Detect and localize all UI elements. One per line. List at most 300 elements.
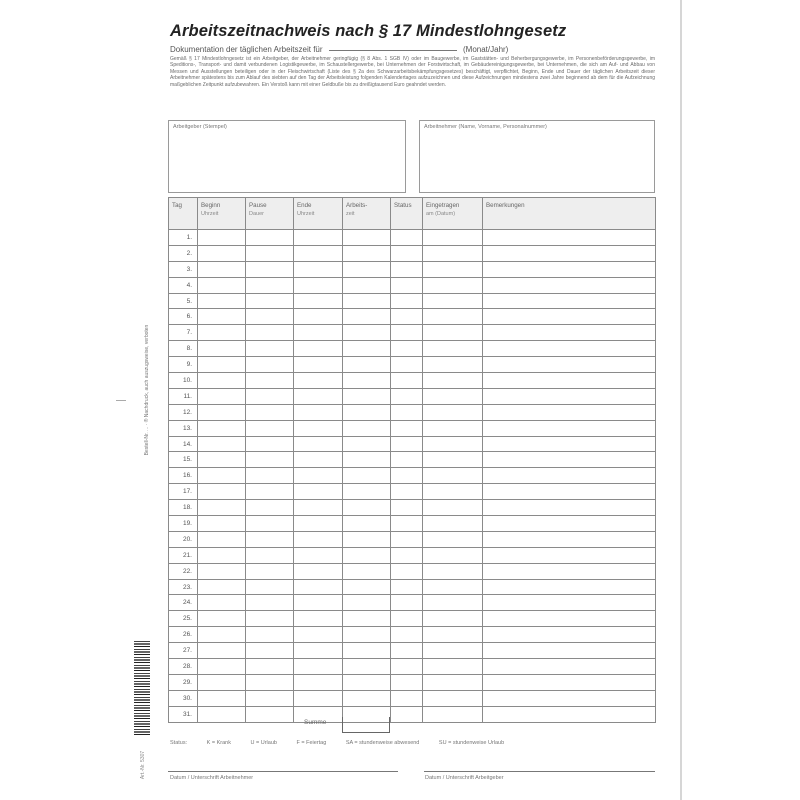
break-cell[interactable] (246, 706, 294, 722)
entered-cell[interactable] (423, 373, 483, 389)
column-header-day: Tag (169, 198, 198, 230)
worktime-cell[interactable] (343, 516, 391, 532)
entered-cell[interactable] (423, 627, 483, 643)
start-cell[interactable] (198, 531, 246, 547)
remarks-cell[interactable] (483, 468, 656, 484)
remarks-cell[interactable] (483, 674, 656, 690)
status-cell[interactable] (391, 373, 423, 389)
worktime-cell[interactable] (343, 595, 391, 611)
end-cell[interactable] (294, 261, 343, 277)
break-cell[interactable] (246, 531, 294, 547)
table-row (169, 531, 656, 547)
break-cell[interactable] (246, 484, 294, 500)
documentation-line (170, 45, 508, 54)
day-number: 2. (169, 245, 198, 261)
remarks-cell[interactable] (483, 563, 656, 579)
break-cell[interactable] (246, 627, 294, 643)
end-cell[interactable] (294, 595, 343, 611)
end-cell[interactable] (294, 674, 343, 690)
break-cell[interactable] (246, 404, 294, 420)
end-cell[interactable] (294, 611, 343, 627)
end-cell[interactable] (294, 420, 343, 436)
day-number: 27. (169, 643, 198, 659)
remarks-cell[interactable] (483, 690, 656, 706)
end-cell[interactable] (294, 436, 343, 452)
end-cell[interactable] (294, 579, 343, 595)
start-cell[interactable] (198, 277, 246, 293)
table-row (169, 341, 656, 357)
status-cell[interactable] (391, 579, 423, 595)
break-cell[interactable] (246, 325, 294, 341)
start-cell[interactable] (198, 230, 246, 246)
day-number: 30. (169, 690, 198, 706)
status-cell[interactable] (391, 611, 423, 627)
worktime-cell[interactable] (343, 611, 391, 627)
intro-paragraph: Gemäß § 17 Mindestlohngesetz ist ein Arbeitgeber, der Arbeitnehmer geringfügig (§ 8 Abs. 1 SGB IV) oder im Baugewerbe, im Gaststätten- und Beherbergungsgewerbe, im Personenbeförderungsgewerbe, im Speditions-, Transport- und damit verbundenen Logistikgewerbe, im Schaustellergewerbe, bei Unternehmen der Forstwirtschaft, im Gebäudereinigungsgewerbe, bei Unternehmen, die sich am Auf- und Abbau von Messen und Ausstellungen beteiligen oder in der Fleischwirtschaft (Liste des § 2a des Schwarzarbeitsbekämpfungsgesetzes) beschäftigt, verpflichtet, Beginn, Ende und Dauer der täglichen Arbeitszeit dieser Arbeitnehmer spätestens bis zum Ablauf des siebten auf den Tag der Arbeitsleistung folgenden Kalendertages aufzuzeichnen und diese Aufzeichnungen mindestens zwei Jahre beginnend ab dem für die Aufzeichnung maßgeblichen Zeitpunkt aufzubewahren. Ein Verstoß kann mit einer Geldbuße bis zu dreißigtausend Euro geahndet werden. (170, 56, 655, 88)
break-cell[interactable] (246, 690, 294, 706)
day-number: 16. (169, 468, 198, 484)
end-cell[interactable] (294, 516, 343, 532)
worktime-cell[interactable] (343, 500, 391, 516)
entered-cell[interactable] (423, 341, 483, 357)
start-cell[interactable] (198, 595, 246, 611)
table-row (169, 659, 656, 675)
remarks-cell[interactable] (483, 357, 656, 373)
start-cell[interactable] (198, 452, 246, 468)
timesheet-table (168, 197, 656, 723)
break-cell[interactable] (246, 595, 294, 611)
column-header-break: Pause Dauer (246, 198, 294, 230)
day-number: 28. (169, 659, 198, 675)
break-cell[interactable] (246, 516, 294, 532)
table-row (169, 452, 656, 468)
break-cell[interactable] (246, 436, 294, 452)
worktime-cell[interactable] (343, 643, 391, 659)
start-cell[interactable] (198, 309, 246, 325)
worktime-cell[interactable] (343, 261, 391, 277)
table-row (169, 579, 656, 595)
worktime-cell[interactable] (343, 309, 391, 325)
entered-cell[interactable] (423, 357, 483, 373)
end-cell[interactable] (294, 643, 343, 659)
employee-box-label: Arbeitnehmer (Name, Vorname, Personalnummer) (424, 124, 547, 130)
break-cell[interactable] (246, 230, 294, 246)
end-cell[interactable] (294, 230, 343, 246)
remarks-cell[interactable] (483, 436, 656, 452)
end-cell[interactable] (294, 325, 343, 341)
worktime-cell[interactable] (343, 373, 391, 389)
remarks-cell[interactable] (483, 595, 656, 611)
day-number: 4. (169, 277, 198, 293)
entered-cell[interactable] (423, 484, 483, 500)
day-number: 13. (169, 420, 198, 436)
status-cell[interactable] (391, 500, 423, 516)
worktime-cell[interactable] (343, 325, 391, 341)
worktime-cell[interactable] (343, 420, 391, 436)
table-header-row (169, 198, 656, 230)
start-cell[interactable] (198, 643, 246, 659)
end-cell[interactable] (294, 245, 343, 261)
break-cell[interactable] (246, 388, 294, 404)
day-number: 11. (169, 388, 198, 404)
day-number: 17. (169, 484, 198, 500)
status-cell[interactable] (391, 452, 423, 468)
employer-signature-label: Datum / Unterschrift Arbeitgeber (425, 775, 504, 781)
status-cell[interactable] (391, 420, 423, 436)
end-cell[interactable] (294, 293, 343, 309)
break-cell[interactable] (246, 500, 294, 516)
entered-cell[interactable] (423, 436, 483, 452)
entered-cell[interactable] (423, 293, 483, 309)
table-row (169, 309, 656, 325)
break-cell[interactable] (246, 643, 294, 659)
end-cell[interactable] (294, 500, 343, 516)
start-cell[interactable] (198, 388, 246, 404)
break-cell[interactable] (246, 261, 294, 277)
break-cell[interactable] (246, 373, 294, 389)
start-cell[interactable] (198, 404, 246, 420)
employee-box[interactable] (419, 120, 655, 193)
entered-cell[interactable] (423, 579, 483, 595)
entered-cell[interactable] (423, 277, 483, 293)
table-row (169, 261, 656, 277)
column-header-worktime: Arbeits- zeit (343, 198, 391, 230)
table-row (169, 436, 656, 452)
day-number: 25. (169, 611, 198, 627)
worktime-cell[interactable] (343, 579, 391, 595)
status-cell[interactable] (391, 547, 423, 563)
entered-cell[interactable] (423, 420, 483, 436)
day-number: 31. (169, 706, 198, 722)
start-cell[interactable] (198, 245, 246, 261)
month-year-field[interactable] (329, 50, 457, 51)
remarks-cell[interactable] (483, 516, 656, 532)
remarks-cell[interactable] (483, 325, 656, 341)
day-number: 26. (169, 627, 198, 643)
start-cell[interactable] (198, 436, 246, 452)
end-cell[interactable] (294, 404, 343, 420)
column-header-end: Ende Uhrzeit (294, 198, 343, 230)
break-cell[interactable] (246, 420, 294, 436)
entered-cell[interactable] (423, 261, 483, 277)
table-row (169, 690, 656, 706)
status-cell[interactable] (391, 230, 423, 246)
break-cell[interactable] (246, 579, 294, 595)
table-row (169, 420, 656, 436)
worktime-cell[interactable] (343, 277, 391, 293)
remarks-cell[interactable] (483, 230, 656, 246)
end-cell[interactable] (294, 468, 343, 484)
break-cell[interactable] (246, 563, 294, 579)
remarks-cell[interactable] (483, 579, 656, 595)
worktime-cell[interactable] (343, 245, 391, 261)
start-cell[interactable] (198, 357, 246, 373)
entered-cell[interactable] (423, 611, 483, 627)
worktime-cell[interactable] (343, 436, 391, 452)
status-legend (170, 740, 522, 746)
start-cell[interactable] (198, 579, 246, 595)
entered-cell[interactable] (423, 516, 483, 532)
end-cell[interactable] (294, 627, 343, 643)
entered-cell[interactable] (423, 404, 483, 420)
table-row (169, 357, 656, 373)
day-number: 8. (169, 341, 198, 357)
legend-title: Status: (170, 740, 188, 746)
day-number: 22. (169, 563, 198, 579)
entered-cell[interactable] (423, 690, 483, 706)
end-cell[interactable] (294, 484, 343, 500)
remarks-cell[interactable] (483, 293, 656, 309)
entered-cell[interactable] (423, 643, 483, 659)
document-title: Arbeitszeitnachweis nach § 17 Mindestlohngesetz (170, 22, 567, 40)
start-cell[interactable] (198, 627, 246, 643)
entered-cell[interactable] (423, 531, 483, 547)
start-cell[interactable] (198, 611, 246, 627)
remarks-cell[interactable] (483, 245, 656, 261)
status-cell[interactable] (391, 388, 423, 404)
remarks-cell[interactable] (483, 277, 656, 293)
entered-cell[interactable] (423, 452, 483, 468)
worktime-cell[interactable] (343, 531, 391, 547)
status-cell[interactable] (391, 706, 423, 722)
day-number: 7. (169, 325, 198, 341)
worktime-cell[interactable] (343, 484, 391, 500)
break-cell[interactable] (246, 357, 294, 373)
end-cell[interactable] (294, 388, 343, 404)
status-cell[interactable] (391, 563, 423, 579)
entered-cell[interactable] (423, 468, 483, 484)
status-cell[interactable] (391, 484, 423, 500)
status-cell[interactable] (391, 404, 423, 420)
table-row (169, 230, 656, 246)
status-cell[interactable] (391, 516, 423, 532)
table-row (169, 706, 656, 722)
day-number: 29. (169, 674, 198, 690)
worktime-cell[interactable] (343, 690, 391, 706)
column-header-start: Beginn Uhrzeit (198, 198, 246, 230)
break-cell[interactable] (246, 468, 294, 484)
entered-cell[interactable] (423, 388, 483, 404)
worktime-cell[interactable] (343, 452, 391, 468)
table-row (169, 500, 656, 516)
remarks-cell[interactable] (483, 531, 656, 547)
break-cell[interactable] (246, 547, 294, 563)
start-cell[interactable] (198, 659, 246, 675)
status-cell[interactable] (391, 245, 423, 261)
remarks-cell[interactable] (483, 611, 656, 627)
break-cell[interactable] (246, 341, 294, 357)
remarks-cell[interactable] (483, 627, 656, 643)
day-number: 10. (169, 373, 198, 389)
remarks-cell[interactable] (483, 341, 656, 357)
table-row (169, 373, 656, 389)
table-row (169, 611, 656, 627)
day-number: 5. (169, 293, 198, 309)
status-cell[interactable] (391, 659, 423, 675)
legend-item: K = Krank (206, 740, 231, 746)
break-cell[interactable] (246, 659, 294, 675)
documentation-prefix: Dokumentation der täglichen Arbeitszeit für (170, 45, 323, 54)
worktime-cell[interactable] (343, 293, 391, 309)
employer-box-label: Arbeitgeber (Stempel) (173, 124, 227, 130)
column-header-remarks: Bemerkungen (483, 198, 656, 230)
entered-cell[interactable] (423, 595, 483, 611)
article-number: Art.-Nr. 5307 (140, 750, 146, 780)
end-cell[interactable] (294, 531, 343, 547)
status-cell[interactable] (391, 325, 423, 341)
status-cell[interactable] (391, 468, 423, 484)
day-number: 3. (169, 261, 198, 277)
documentation-suffix: (Monat/Jahr) (463, 45, 509, 54)
legend-item: SA = stundenweise abwesend (345, 740, 420, 746)
status-cell[interactable] (391, 261, 423, 277)
legend-item: F = Feiertag (296, 740, 327, 746)
remarks-cell[interactable] (483, 659, 656, 675)
worktime-cell[interactable] (343, 563, 391, 579)
page-edge (680, 0, 682, 800)
entered-cell[interactable] (423, 245, 483, 261)
remarks-cell[interactable] (483, 309, 656, 325)
day-number: 19. (169, 516, 198, 532)
start-cell[interactable] (198, 325, 246, 341)
worktime-cell[interactable] (343, 341, 391, 357)
break-cell[interactable] (246, 277, 294, 293)
entered-cell[interactable] (423, 674, 483, 690)
break-cell[interactable] (246, 674, 294, 690)
start-cell[interactable] (198, 468, 246, 484)
status-cell[interactable] (391, 341, 423, 357)
worktime-cell[interactable] (343, 388, 391, 404)
status-cell[interactable] (391, 690, 423, 706)
table-row (169, 627, 656, 643)
break-cell[interactable] (246, 293, 294, 309)
remarks-cell[interactable] (483, 706, 656, 722)
legend-item: SU = stundenweise Urlaub (438, 740, 505, 746)
end-cell[interactable] (294, 277, 343, 293)
margin-vertical-text: Bestell-Nr. ... · ® Nachdruck, auch auszugsweise, verboten (144, 324, 150, 456)
remarks-cell[interactable] (483, 373, 656, 389)
day-number: 14. (169, 436, 198, 452)
table-row (169, 674, 656, 690)
status-cell[interactable] (391, 293, 423, 309)
start-cell[interactable] (198, 484, 246, 500)
end-cell[interactable] (294, 659, 343, 675)
worktime-cell[interactable] (343, 659, 391, 675)
end-cell[interactable] (294, 309, 343, 325)
employer-signature-line[interactable] (424, 771, 655, 772)
table-row (169, 643, 656, 659)
legend-item: U = Urlaub (250, 740, 277, 746)
start-cell[interactable] (198, 420, 246, 436)
entered-cell[interactable] (423, 563, 483, 579)
break-cell[interactable] (246, 452, 294, 468)
sum-field[interactable] (342, 717, 390, 733)
barcode-icon (134, 641, 150, 735)
worktime-cell[interactable] (343, 674, 391, 690)
end-cell[interactable] (294, 373, 343, 389)
table-row (169, 325, 656, 341)
table-row (169, 484, 656, 500)
status-cell[interactable] (391, 309, 423, 325)
worktime-cell[interactable] (343, 468, 391, 484)
entered-cell[interactable] (423, 309, 483, 325)
end-cell[interactable] (294, 690, 343, 706)
entered-cell[interactable] (423, 500, 483, 516)
entered-cell[interactable] (423, 325, 483, 341)
remarks-cell[interactable] (483, 500, 656, 516)
status-cell[interactable] (391, 643, 423, 659)
end-cell[interactable] (294, 357, 343, 373)
start-cell[interactable] (198, 373, 246, 389)
remarks-cell[interactable] (483, 261, 656, 277)
start-cell[interactable] (198, 261, 246, 277)
start-cell[interactable] (198, 706, 246, 722)
status-cell[interactable] (391, 531, 423, 547)
start-cell[interactable] (198, 690, 246, 706)
break-cell[interactable] (246, 611, 294, 627)
status-cell[interactable] (391, 436, 423, 452)
start-cell[interactable] (198, 547, 246, 563)
start-cell[interactable] (198, 563, 246, 579)
start-cell[interactable] (198, 516, 246, 532)
table-row (169, 516, 656, 532)
employee-signature-line[interactable] (168, 771, 398, 772)
break-cell[interactable] (246, 245, 294, 261)
remarks-cell[interactable] (483, 404, 656, 420)
entered-cell[interactable] (423, 706, 483, 722)
remarks-cell[interactable] (483, 452, 656, 468)
worktime-cell[interactable] (343, 547, 391, 563)
day-number: 9. (169, 357, 198, 373)
entered-cell[interactable] (423, 230, 483, 246)
entered-cell[interactable] (423, 547, 483, 563)
day-number: 23. (169, 579, 198, 595)
remarks-cell[interactable] (483, 420, 656, 436)
end-cell[interactable] (294, 547, 343, 563)
worktime-cell[interactable] (343, 357, 391, 373)
employer-box[interactable] (168, 120, 406, 193)
status-cell[interactable] (391, 595, 423, 611)
worktime-cell[interactable] (343, 627, 391, 643)
end-cell[interactable] (294, 563, 343, 579)
status-cell[interactable] (391, 674, 423, 690)
status-cell[interactable] (391, 627, 423, 643)
break-cell[interactable] (246, 309, 294, 325)
worktime-cell[interactable] (343, 230, 391, 246)
worktime-cell[interactable] (343, 404, 391, 420)
start-cell[interactable] (198, 293, 246, 309)
remarks-cell[interactable] (483, 388, 656, 404)
remarks-cell[interactable] (483, 484, 656, 500)
day-number: 1. (169, 230, 198, 246)
table-row (169, 245, 656, 261)
status-cell[interactable] (391, 277, 423, 293)
employee-signature-label: Datum / Unterschrift Arbeitnehmer (170, 775, 254, 781)
remarks-cell[interactable] (483, 547, 656, 563)
remarks-cell[interactable] (483, 643, 656, 659)
status-cell[interactable] (391, 357, 423, 373)
start-cell[interactable] (198, 500, 246, 516)
start-cell[interactable] (198, 674, 246, 690)
start-cell[interactable] (198, 341, 246, 357)
entered-cell[interactable] (423, 659, 483, 675)
end-cell[interactable] (294, 341, 343, 357)
day-number: 24. (169, 595, 198, 611)
day-number: 15. (169, 452, 198, 468)
end-cell[interactable] (294, 452, 343, 468)
day-number: 12. (169, 404, 198, 420)
day-number: 18. (169, 500, 198, 516)
